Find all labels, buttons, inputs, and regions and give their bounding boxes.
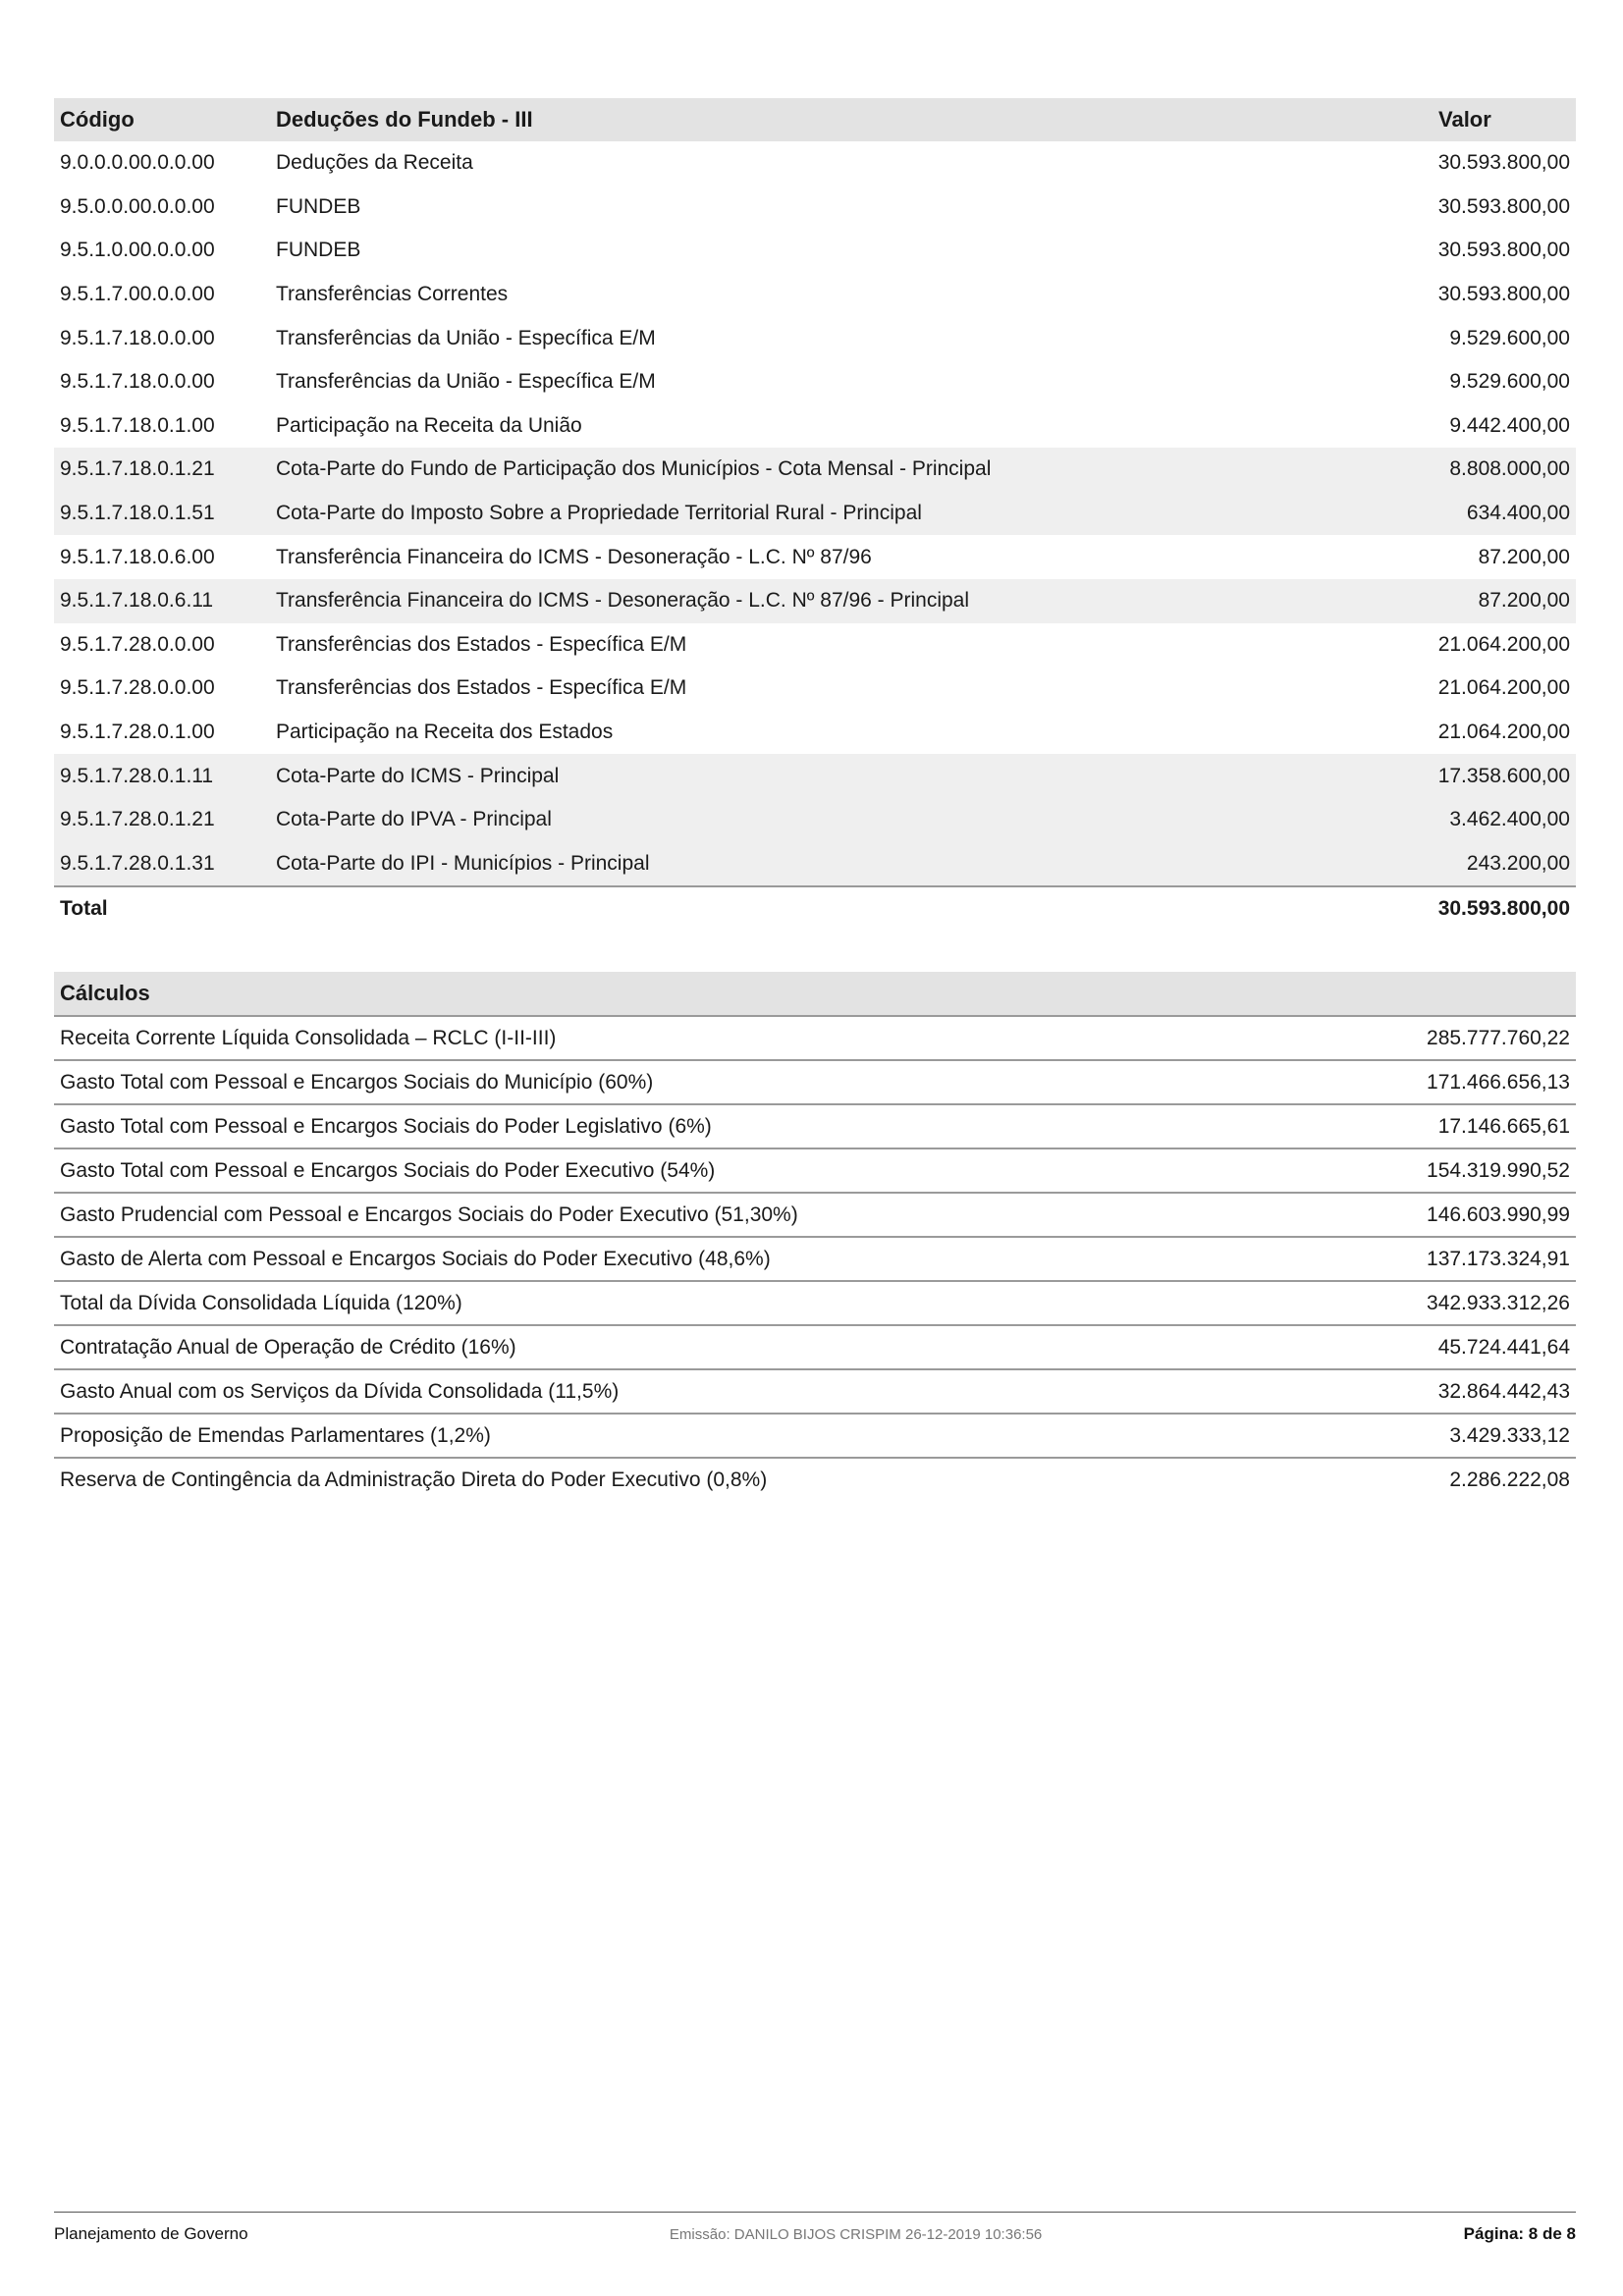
table-row [54,667,1576,711]
row-value: 21.064.200,00 [1437,676,1570,700]
row-value: 21.064.200,00 [1437,721,1570,744]
table-row [54,360,1576,404]
calc-value: 137.173.324,91 [1427,1247,1570,1270]
calc-value: 45.724.441,64 [1437,1335,1570,1359]
table-row [54,141,1576,186]
row-description: Cota-Parte do ICMS - Principal [276,764,560,787]
footer-department: Planejamento de Governo [54,2224,248,2243]
deductions-table [54,98,1576,931]
row-description: Cota-Parte do Imposto Sobre a Propriedade Territorial Rural - Principal [276,502,922,525]
header-code: Código [60,107,135,132]
calc-label: Gasto Total com Pessoal e Encargos Sociais do Poder Legislativo (6%) [60,1114,712,1138]
row-description: Cota-Parte do IPVA - Principal [276,808,552,831]
list-item [54,1370,1576,1415]
table-row [54,492,1576,536]
calc-label: Gasto Total com Pessoal e Encargos Sociais do Município (60%) [60,1070,654,1094]
table-row [54,535,1576,579]
calc-value: 342.933.312,26 [1427,1291,1570,1314]
calc-value: 171.466.656,13 [1427,1070,1570,1094]
calc-label: Proposição de Emendas Parlamentares (1,2%) [60,1423,491,1447]
total-row [54,885,1576,931]
row-value: 243.200,00 [1466,851,1570,875]
row-value: 8.808.000,00 [1449,457,1570,481]
row-description: Transferência Financeira do ICMS - Desoneração - L.C. Nº 87/96 - Principal [276,589,970,613]
calc-value: 32.864.442,43 [1437,1379,1570,1403]
row-description: FUNDEB [276,239,361,262]
row-value: 9.529.600,00 [1449,370,1570,394]
list-item [54,1326,1576,1370]
row-value: 21.064.200,00 [1437,632,1570,656]
row-description: Participação na Receita da União [276,413,582,437]
table-row [54,798,1576,842]
row-code: 9.5.1.7.18.0.1.51 [60,502,215,525]
table-row [54,186,1576,230]
table-row [54,404,1576,449]
row-description: Deduções da Receita [276,151,473,175]
row-code: 9.5.1.7.28.0.0.00 [60,676,215,700]
row-code: 9.0.0.0.00.0.0.00 [60,151,215,175]
row-value: 30.593.800,00 [1437,194,1570,218]
calc-value: 285.777.760,22 [1427,1026,1570,1049]
row-description: Cota-Parte do Fundo de Participação dos Municípios - Cota Mensal - Principal [276,457,992,481]
calc-value: 3.429.333,12 [1449,1423,1570,1447]
table-row [54,316,1576,360]
row-code: 9.5.0.0.00.0.0.00 [60,194,215,218]
report-page [54,98,1576,1501]
total-label: Total [60,897,108,921]
calc-label: Contratação Anual de Operação de Crédito (16%) [60,1335,516,1359]
total-value: 30.593.800,00 [1437,897,1570,921]
table-row [54,842,1576,886]
deductions-table-header [54,98,1576,141]
table-row [54,273,1576,317]
row-description: Transferências Correntes [276,283,509,306]
list-item [54,1061,1576,1105]
calc-value: 2.286.222,08 [1449,1468,1570,1491]
row-code: 9.5.1.7.18.0.0.00 [60,370,215,394]
calc-label: Gasto Prudencial com Pessoal e Encargos Sociais do Poder Executivo (51,30%) [60,1202,798,1226]
calculations-rows [54,1017,1576,1501]
row-value: 634.400,00 [1466,502,1570,525]
row-code: 9.5.1.7.18.0.1.21 [60,457,215,481]
table-row [54,754,1576,798]
row-code: 9.5.1.7.28.0.0.00 [60,632,215,656]
footer-emission: Emissão: DANILO BIJOS CRISPIM 26-12-2019 10:36:56 [669,2225,1043,2243]
table-row [54,448,1576,492]
table-row [54,623,1576,667]
table-row [54,229,1576,273]
list-item [54,1238,1576,1282]
row-value: 30.593.800,00 [1437,151,1570,175]
calc-label: Gasto de Alerta com Pessoal e Encargos Sociais do Poder Executivo (48,6%) [60,1247,771,1270]
row-value: 17.358.600,00 [1437,764,1570,787]
row-code: 9.5.1.7.28.0.1.31 [60,851,215,875]
row-value: 30.593.800,00 [1437,239,1570,262]
row-description: FUNDEB [276,194,361,218]
row-value: 30.593.800,00 [1437,283,1570,306]
calc-label: Gasto Anual com os Serviços da Dívida Consolidada (11,5%) [60,1379,620,1403]
deductions-rows [54,141,1576,885]
row-code: 9.5.1.7.18.0.6.00 [60,545,215,568]
row-value: 87.200,00 [1478,589,1570,613]
row-description: Cota-Parte do IPI - Municípios - Principal [276,851,650,875]
calc-label: Total da Dívida Consolidada Líquida (120%) [60,1291,462,1314]
calc-label: Reserva de Contingência da Administração Direta do Poder Executivo (0,8%) [60,1468,768,1491]
row-code: 9.5.1.7.00.0.0.00 [60,283,215,306]
list-item [54,1415,1576,1459]
list-item [54,1194,1576,1238]
row-description: Participação na Receita dos Estados [276,721,614,744]
calc-value: 154.319.990,52 [1427,1158,1570,1182]
row-code: 9.5.1.7.18.0.0.00 [60,326,215,349]
row-value: 87.200,00 [1478,545,1570,568]
row-code: 9.5.1.7.28.0.1.21 [60,808,215,831]
calculations-table [54,972,1576,1501]
page-footer [54,2212,1576,2244]
list-item [54,1149,1576,1194]
row-code: 9.5.1.7.18.0.6.11 [60,589,214,613]
calc-value: 146.603.990,99 [1427,1202,1570,1226]
row-value: 9.442.400,00 [1449,413,1570,437]
list-item [54,1459,1576,1501]
list-item [54,1282,1576,1326]
row-code: 9.5.1.7.18.0.1.00 [60,413,215,437]
row-description: Transferências dos Estados - Específica E/M [276,632,687,656]
footer-page-number: Página: 8 de 8 [1463,2224,1576,2243]
table-row [54,579,1576,623]
list-item [54,1017,1576,1061]
calc-value: 17.146.665,61 [1437,1114,1570,1138]
row-code: 9.5.1.7.28.0.1.00 [60,721,215,744]
table-row [54,711,1576,755]
row-code: 9.5.1.7.28.0.1.11 [60,764,214,787]
row-description: Transferências dos Estados - Específica E/M [276,676,687,700]
row-description: Transferência Financeira do ICMS - Desoneração - L.C. Nº 87/96 [276,545,872,568]
calc-label: Gasto Total com Pessoal e Encargos Sociais do Poder Executivo (54%) [60,1158,716,1182]
row-value: 3.462.400,00 [1449,808,1570,831]
header-description: Deduções do Fundeb - III [276,107,533,132]
calculations-header: Cálculos [54,972,1576,1017]
row-value: 9.529.600,00 [1449,326,1570,349]
calc-label: Receita Corrente Líquida Consolidada – RCLC (I-II-III) [60,1026,557,1049]
row-code: 9.5.1.0.00.0.0.00 [60,239,215,262]
list-item [54,1105,1576,1149]
row-description: Transferências da União - Específica E/M [276,326,656,349]
header-value: Valor [1438,107,1491,132]
row-description: Transferências da União - Específica E/M [276,370,656,394]
